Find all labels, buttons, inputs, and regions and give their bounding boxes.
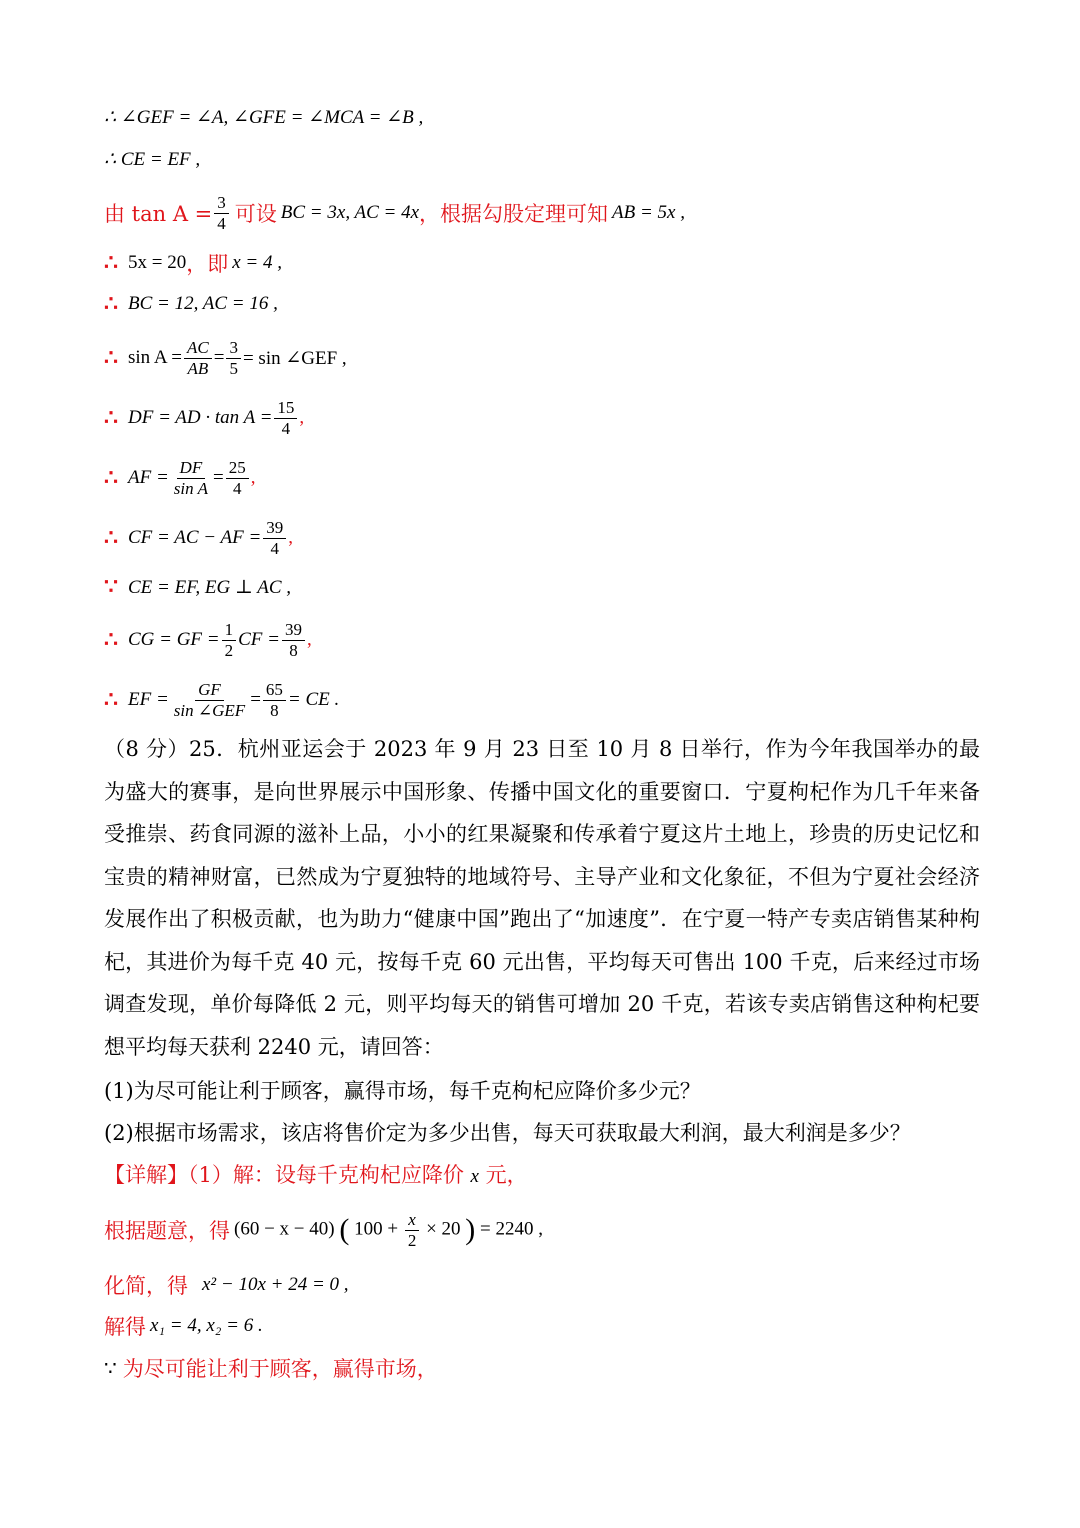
proof-line-6: ∴ sin A = $\frac{AC}{AB}$ = $\frac{3}{5}$ = sin ∠GEF , [104,337,347,378]
proof-text: sin A = [128,347,183,368]
proof-text: BC = 3x, AC = 4x [280,202,420,223]
fraction: $\frac{65}{8}$ [263,680,286,720]
proof-text: CG = GF = [128,629,220,650]
proof-line-11: ∴ CG = GF = $\frac{1}{2}$ CF = $\frac{39}{8}$ , [104,619,312,660]
proof-line-4 [104,243,282,283]
proof-text: ，即 [186,252,229,276]
solution-expr: (60 − x − 40) ( 100 + $\frac{x}{2}$ × 20 ) = 2240 , [234,1209,543,1250]
proof-text: EF = [128,689,169,710]
fraction: $\frac{39}{8}$ [282,620,305,660]
fraction: $\frac{25}{4}$ [226,458,249,498]
solution-expr: x² − 10x + 24 = 0 , [202,1274,349,1295]
proof-text: 由 tan A = [104,202,213,226]
proof-text: CE = EF, EG ⊥ AC , [128,576,291,598]
proof-line-3 [104,190,685,236]
fraction: $\frac{39}{4}$ [263,518,286,558]
proof-text: AB = 5x , [612,202,685,223]
solution-text: 化简，得 [104,1274,188,1298]
proof-text: AF = [128,467,169,488]
therefore-symbol: ∴ [104,465,118,490]
solution-text: 解得 [104,1315,146,1339]
proof-text: CF = AC − AF = [128,527,262,548]
therefore-symbol: ∴ [104,405,118,430]
solution-text: 元， [485,1163,528,1187]
solution-line-5 [104,1348,438,1388]
therefore-symbol: ∴ [104,291,118,316]
proof-text: = sin ∠GEF , [242,347,347,369]
proof-line-8: ∴ AF = $\frac{DF}{\text{sin A}}$ = $\frac{25}{4}$ , [104,457,256,498]
therefore-symbol: ∴ [104,627,118,652]
fraction: $\frac{3}{4}$ [214,193,229,233]
therefore-symbol: ∴ [104,345,118,370]
fraction: $\frac{DF}{\text{sin A}}$ [173,457,208,498]
proof-text: CF = [238,629,280,650]
solution-text: 根据题意，得 [104,1219,230,1243]
problem-text: （8 分）25．杭州亚运会于 2023 年 9 月 23 日至 10 月 8 日举行，作为今年我国举办的最为盛大的赛事，是向世界展示中国形象、传播中国文化的重要窗口．宁夏枸杞作为几千年来备受推崇、药食同源的滋补上品，小小的红果凝聚和传承着宁夏这片土地上，珍贵的历史记忆和宝贵的精神财富，已然成为宁夏独特的地域符号、主导产业和文化象征，不但为宁夏社会经济发展作出了积极贡献，也为助力“健康中国”跑出了“加速度”．在宁夏一特产专卖店销售某种枸杞，其进价为每千克 40 元，按每千克 60 元出售，平均每天可售出 100 千克，后来经过市场调查发现，单价每降低 2 元，则平均每天的销售可增加 20 千克，若该专卖店销售这种枸杞要想平均每天获利 2240 元，请回答： [104,737,980,1059]
proof-text: 可设 [234,202,277,226]
solution-line-3 [104,1265,349,1305]
fraction: $\frac{GF}{\text{sin ∠GEF}}$ [173,679,246,720]
proof-line-9: ∴ CF = AC − AF = $\frac{39}{4}$ , [104,517,294,558]
proof-line-5 [104,284,278,324]
proof-text: x = 4 , [232,252,282,273]
solution-line-1 [104,1155,528,1197]
proof-text: DF = AD · tan A = [128,407,273,428]
fraction: $\frac{x}{2}$ [405,1210,420,1250]
proof-line-1 [104,97,423,137]
solution-line-2 [104,1204,543,1256]
therefore-symbol: ∴ [104,525,118,550]
solution-line-4 [104,1306,263,1346]
question-2: (2)根据市场需求，该店将售价定为多少出售，每天可获取最大利润，最大利润是多少？ [104,1121,911,1145]
solution-text: 为尽可能让利于顾客，赢得市场， [122,1357,438,1381]
therefore-symbol: ∴ [104,250,118,275]
proof-text: ∴ CE = EF , [104,148,201,170]
proof-text: BC = 12, AC = 16 , [128,293,278,314]
fraction: $\frac{15}{4}$ [274,398,297,438]
solution-expr: x₁ = 4, x₂ = 6 . [150,1315,263,1336]
proof-text: = CE . [287,689,340,710]
proof-text: ∴ ∠GEF = ∠A, ∠GFE = ∠MCA = ∠B , [104,106,424,128]
solution-text: 【详解】（1）解：设每千克枸杞应降价 [104,1163,464,1187]
solution-var: x [470,1166,479,1187]
proof-line-2 [104,139,200,179]
proof-line-7: ∴ DF = AD · tan A = $\frac{15}{4}$ , [104,397,305,438]
proof-line-12: ∴ EF = $\frac{GF}{\text{sin ∠GEF}}$ = $\frac{65}{8}$ = CE . [104,679,340,720]
proof-text: 5x = 20 [128,252,187,273]
proof-line-10 [104,567,291,607]
proof-text: ，根据勾股定理可知 [419,202,609,226]
question-1: (1)为尽可能让利于顾客，赢得市场，每千克枸杞应降价多少元？ [104,1079,701,1103]
fraction: $\frac{AC}{AB}$ [184,338,212,378]
because-symbol: ∵ [104,574,118,599]
fraction: $\frac{1}{2}$ [222,620,237,660]
because-symbol: ∵ [104,1356,117,1380]
fraction: $\frac{3}{5}$ [226,338,241,378]
therefore-symbol: ∴ [104,687,118,712]
